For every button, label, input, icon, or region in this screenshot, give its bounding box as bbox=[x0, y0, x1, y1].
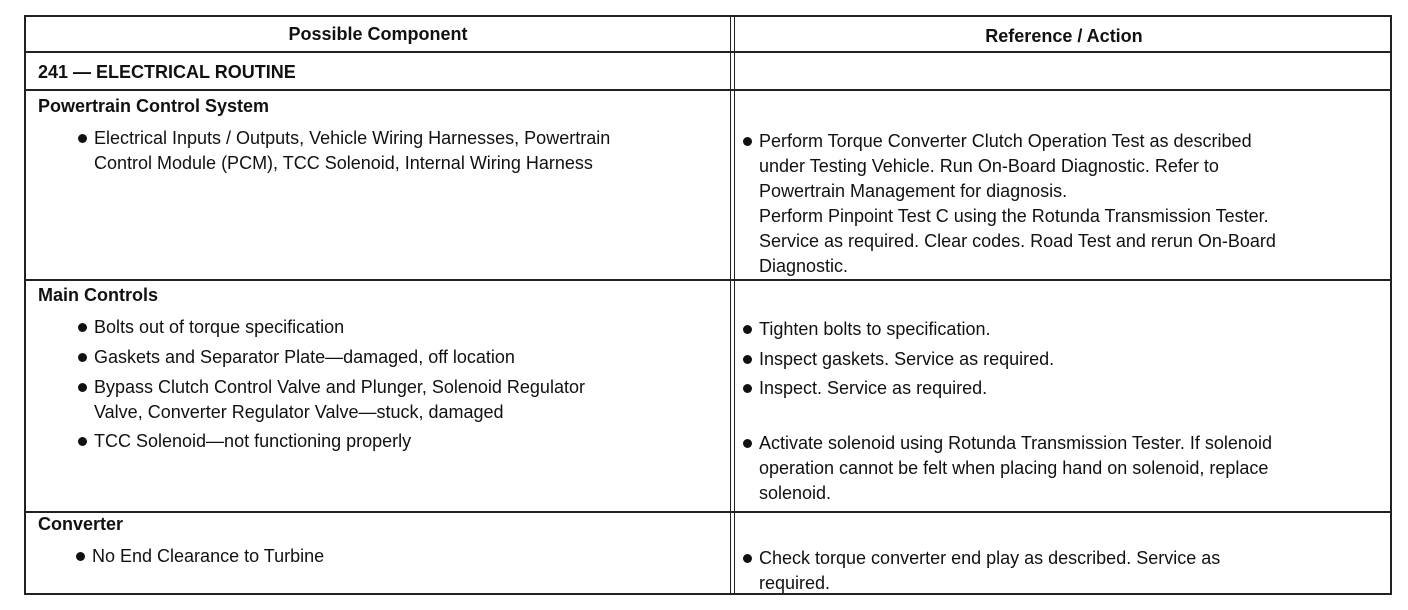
action-item: Activate solenoid using Rotunda Transmission Tester. If solenoid operation cannot be felt when placing hand on solenoid, replace solenoid. bbox=[759, 433, 1272, 503]
routine-title: 241 — ELECTRICAL ROUTINE bbox=[38, 62, 296, 82]
header-possible-component: Possible Component bbox=[288, 24, 468, 44]
action-item: Inspect gaskets. Service as required. bbox=[759, 349, 1055, 369]
component-item: No End Clearance to Turbine bbox=[92, 546, 325, 566]
component-item: Bolts out of torque specification bbox=[94, 317, 345, 337]
column-divider-inner bbox=[734, 17, 735, 593]
component-item: TCC Solenoid—not functioning properly bbox=[94, 431, 412, 451]
action-item: Tighten bolts to specification. bbox=[759, 319, 991, 339]
bullet-icon bbox=[78, 134, 87, 143]
bullet-icon bbox=[76, 552, 85, 561]
section-title: Powertrain Control System bbox=[38, 96, 270, 116]
action-item: Check torque converter end play as described. Service as required. bbox=[759, 548, 1221, 593]
action-item: Inspect. Service as required. bbox=[759, 378, 988, 398]
component-item: Electrical Inputs / Outputs, Vehicle Wiring Harnesses, Powertrain Control Module (PCM), TCC Solenoid, Internal Wiring Harness bbox=[94, 128, 611, 173]
section-title: Main Controls bbox=[38, 285, 158, 305]
bullet-icon bbox=[743, 554, 752, 563]
header-reference-action: Reference / Action bbox=[985, 26, 1143, 46]
bullet-icon bbox=[743, 439, 752, 448]
bullet-icon bbox=[743, 325, 752, 334]
bullet-icon bbox=[743, 137, 752, 146]
troubleshooting-table bbox=[24, 15, 1392, 595]
row-rule bbox=[26, 279, 1390, 281]
bullet-icon bbox=[78, 383, 87, 392]
component-item: Gaskets and Separator Plate—damaged, off location bbox=[94, 347, 515, 367]
header-rule bbox=[26, 51, 1390, 53]
bullet-icon bbox=[78, 437, 87, 446]
action-item: Perform Torque Converter Clutch Operation Test as described under Testing Vehicle. Run On-Board Diagnostic. Refer to Powertrain Management for diagnosis. Perform Pinpoint Test C using the Rotunda Transmission Tester. Service as required. Clear codes. Road Test and rerun On-Board Diagnostic. bbox=[759, 131, 1276, 276]
row-rule bbox=[26, 511, 1390, 513]
component-item: Bypass Clutch Control Valve and Plunger, Solenoid Regulator Valve, Converter Regulator Valve—stuck, damaged bbox=[94, 377, 585, 422]
bullet-icon bbox=[78, 323, 87, 332]
bullet-icon bbox=[743, 384, 752, 393]
bullet-icon bbox=[743, 355, 752, 364]
section-title: Converter bbox=[38, 514, 124, 534]
bullet-icon bbox=[78, 353, 87, 362]
row-rule bbox=[26, 89, 1390, 91]
column-divider bbox=[730, 17, 731, 593]
